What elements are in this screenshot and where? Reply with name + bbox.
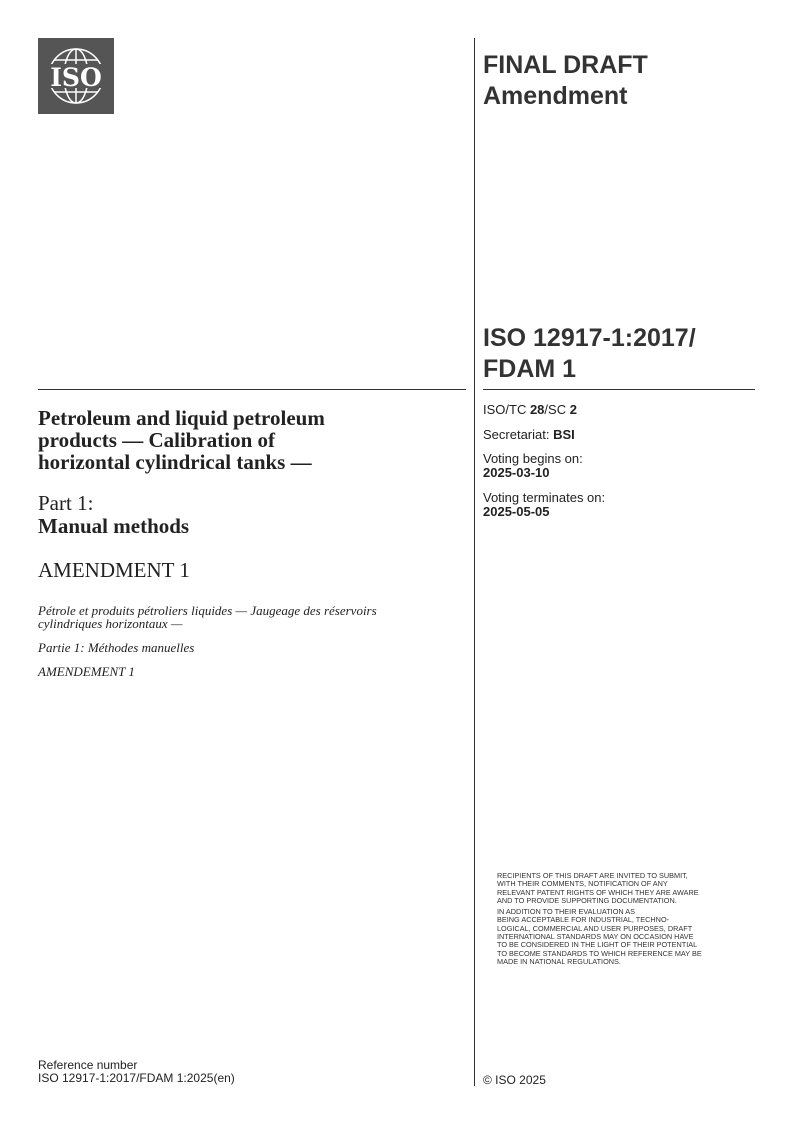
- draft-notice: [497, 872, 702, 966]
- notice-line: RECIPIENTS OF THIS DRAFT ARE INVITED TO SUBMIT,: [497, 871, 688, 880]
- sc-prefix: /SC: [544, 402, 570, 417]
- status-line: Amendment: [483, 82, 628, 110]
- notice-line: BEING ACCEPTABLE FOR INDUSTRIAL, TECHNO-: [497, 915, 670, 925]
- notice-line: AND TO PROVIDE SUPPORTING DOCUMENTATION.: [497, 895, 677, 905]
- voting-begins-label: Voting begins on:: [483, 451, 583, 466]
- reference-value: ISO 12917-1:2017/FDAM 1:2025(en): [38, 1071, 235, 1085]
- french-title-line: Pétrole et produits pétroliers liquides — Jaugeage des réservoirs: [38, 603, 377, 618]
- secretariat-label: Secretariat:: [483, 427, 554, 442]
- part-label: Part 1:: [38, 491, 94, 515]
- status-line: FINAL DRAFT: [483, 51, 648, 79]
- doc-number-line: ISO 12917-1:2017/: [483, 324, 696, 352]
- notice-line: WITH THEIR COMMENTS, NOTIFICATION OF ANY: [497, 879, 668, 889]
- amendment-label: AMENDMENT 1: [38, 558, 190, 582]
- notice-line: TO BE CONSIDERED IN THE LIGHT OF THEIR POTENTIAL: [497, 940, 698, 950]
- voting-ends: [483, 491, 605, 519]
- part-title: Manual methods: [38, 514, 190, 538]
- globe-icon: [38, 38, 114, 114]
- voting-begins: [483, 452, 583, 480]
- copyright: © ISO 2025: [483, 1073, 546, 1087]
- voting-begins-date: 2025-03-10: [483, 465, 550, 480]
- notice-line: MADE IN NATIONAL REGULATIONS.: [497, 956, 621, 966]
- notice-line: IN ADDITION TO THEIR EVALUATION AS: [497, 907, 635, 917]
- reference-label: Reference number: [38, 1058, 138, 1072]
- doc-number-line: FDAM 1: [483, 355, 577, 383]
- tc-prefix: ISO/TC: [483, 402, 530, 417]
- secretariat-value: BSI: [553, 427, 575, 442]
- title-line: products — Calibration of: [38, 428, 276, 452]
- notice-line: LOGICAL, COMMERCIAL AND USER PURPOSES, DRAFT: [497, 923, 693, 933]
- french-title: [38, 604, 377, 630]
- document-title: [38, 407, 458, 473]
- column-divider: [474, 38, 475, 1086]
- french-amendment: AMENDEMENT 1: [38, 664, 135, 679]
- notice-line: RELEVANT PATENT RIGHTS OF WHICH THEY ARE AWARE: [497, 887, 699, 897]
- voting-ends-label: Voting terminates on:: [483, 490, 606, 505]
- french-title-line: cylindriques horizontaux —: [38, 616, 183, 631]
- iso-logo: [38, 38, 114, 114]
- notice-line: TO BECOME STANDARDS TO WHICH REFERENCE MAY BE: [497, 948, 702, 958]
- french-part: Partie 1: Méthodes manuelles: [38, 640, 195, 655]
- svg-text:ISO: ISO: [50, 63, 102, 92]
- voting-ends-date: 2025-05-05: [483, 504, 550, 519]
- reference-number: [38, 1059, 235, 1085]
- sc-number: 2: [569, 402, 577, 417]
- divider: [38, 389, 466, 390]
- divider: [483, 389, 755, 390]
- draft-status: [483, 50, 648, 112]
- notice-line: INTERNATIONAL STANDARDS MAY ON OCCASION HAVE: [497, 932, 694, 942]
- secretariat: [483, 428, 575, 442]
- title-line: horizontal cylindrical tanks —: [38, 450, 312, 474]
- title-line: Petroleum and liquid petroleum: [38, 406, 325, 430]
- committee: [483, 403, 577, 417]
- part-heading: [38, 492, 189, 538]
- document-number: [483, 323, 696, 385]
- tc-number: 28: [529, 402, 545, 417]
